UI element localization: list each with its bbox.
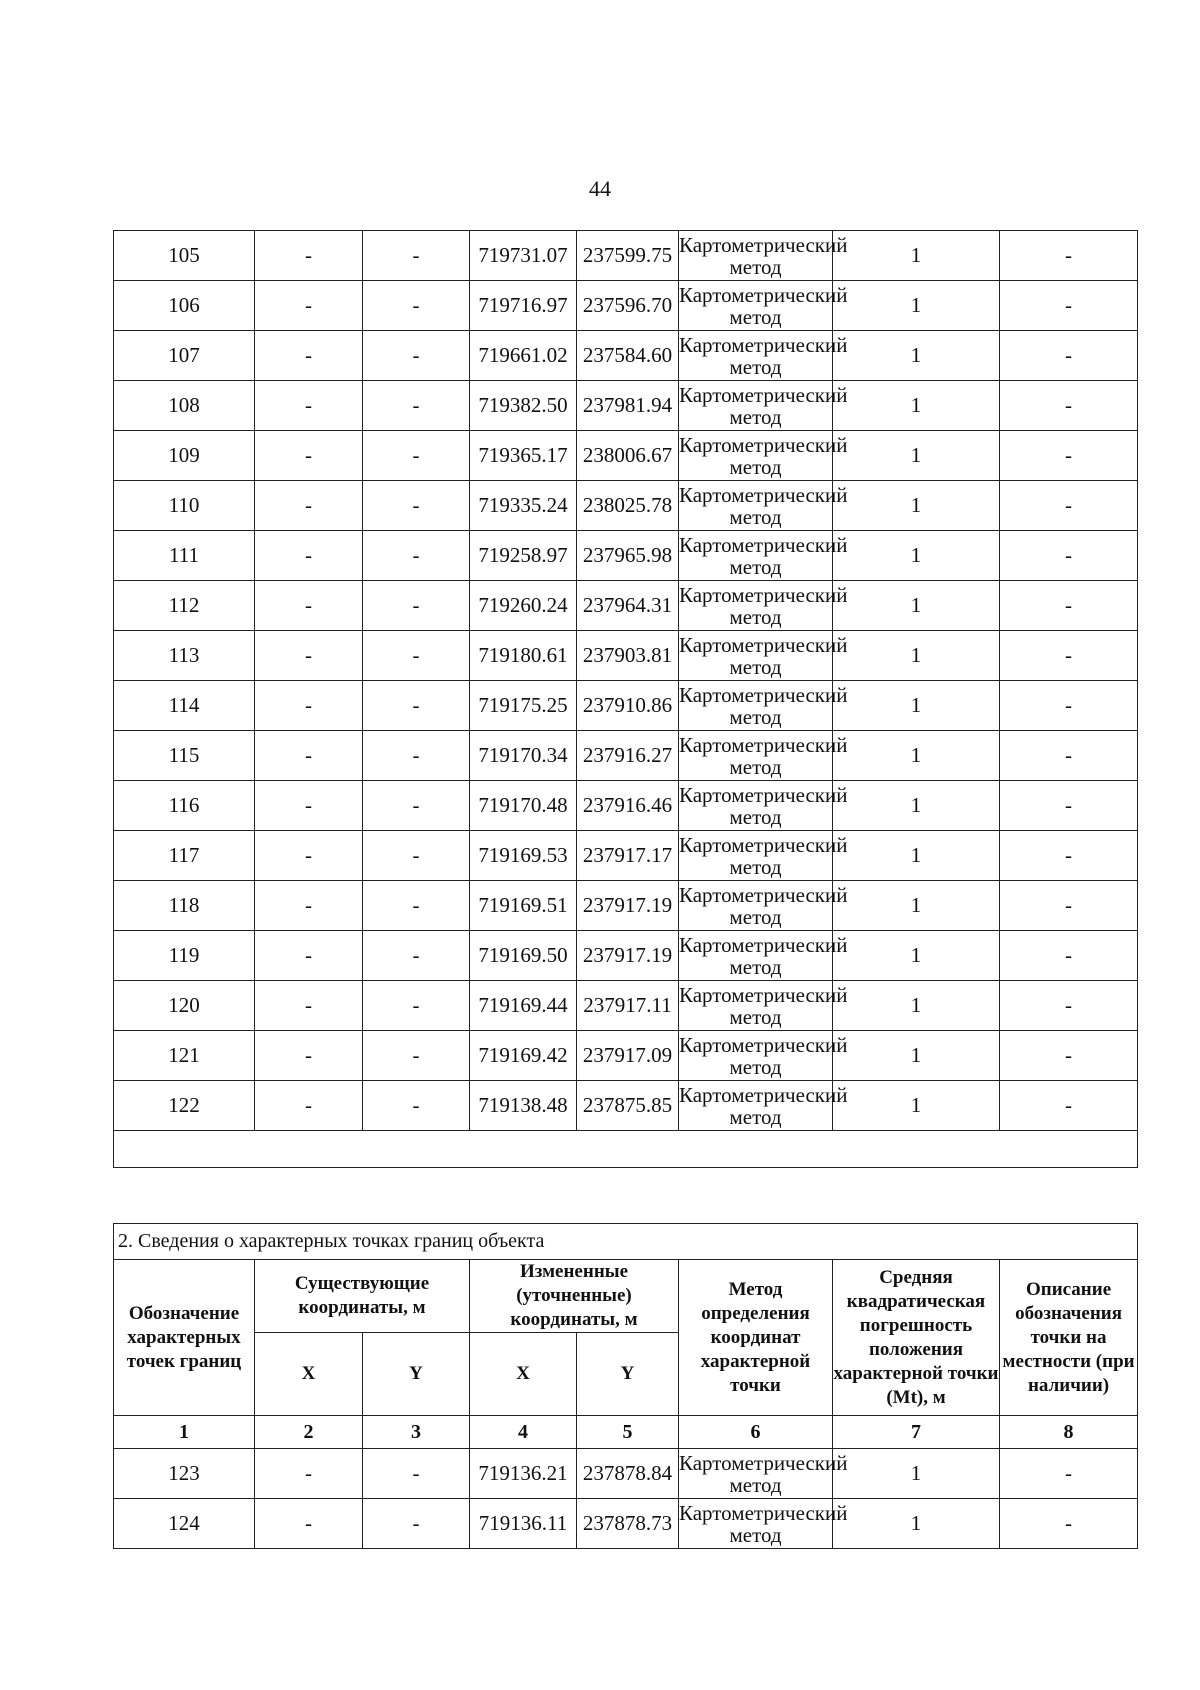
header-changed-coordinates: Измененные (уточненные) координаты, м	[470, 1260, 679, 1333]
cell-existing-y: -	[363, 781, 470, 831]
table-row	[114, 1449, 1138, 1499]
cell-changed-y: 237878.84	[577, 1449, 679, 1499]
cell-point-number: 108	[114, 381, 255, 431]
cell-existing-y: -	[363, 381, 470, 431]
section-2-caption: 2. Сведения о характерных точках границ объекта	[114, 1224, 1138, 1260]
cell-mean-error: 1	[833, 331, 1000, 381]
cell-changed-x: 719169.51	[470, 881, 577, 931]
cell-method: Картометрический метод	[679, 932, 848, 979]
header-existing-x: X	[255, 1333, 363, 1416]
cell-changed-y: 237981.94	[577, 381, 679, 431]
cell-point-number: 113	[114, 631, 255, 681]
cell-changed-x: 719335.24	[470, 481, 577, 531]
cell-existing-y: -	[363, 1031, 470, 1081]
cell-mean-error: 1	[833, 581, 1000, 631]
table-row	[114, 231, 1138, 281]
cell-description: -	[1000, 981, 1138, 1031]
cell-changed-y: 237916.46	[577, 781, 679, 831]
cell-description: -	[1000, 1031, 1138, 1081]
cell-existing-y: -	[363, 331, 470, 381]
cell-changed-x: 719716.97	[470, 281, 577, 331]
cell-point-number: 105	[114, 231, 255, 281]
cell-existing-x: -	[255, 331, 363, 381]
cell-point-number: 114	[114, 681, 255, 731]
column-number: 4	[470, 1416, 577, 1449]
table-row	[114, 381, 1138, 431]
cell-description: -	[1000, 281, 1138, 331]
cell-changed-x: 719382.50	[470, 381, 577, 431]
cell-existing-x: -	[255, 581, 363, 631]
cell-method: Картометрический метод	[679, 982, 848, 1029]
cell-existing-x: -	[255, 531, 363, 581]
cell-mean-error: 1	[833, 1499, 1000, 1549]
cell-mean-error: 1	[833, 1081, 1000, 1131]
cell-existing-y: -	[363, 981, 470, 1031]
cell-existing-y: -	[363, 531, 470, 581]
cell-existing-x: -	[255, 931, 363, 981]
cell-existing-x: -	[255, 281, 363, 331]
cell-point-number: 107	[114, 331, 255, 381]
cell-existing-y: -	[363, 631, 470, 681]
cell-point-number: 118	[114, 881, 255, 931]
header-existing-y: Y	[363, 1333, 470, 1416]
cell-changed-x: 719136.21	[470, 1449, 577, 1499]
cell-mean-error: 1	[833, 731, 1000, 781]
cell-point-number: 111	[114, 531, 255, 581]
cell-method: Картометрический метод	[679, 482, 848, 529]
cell-changed-y: 237916.27	[577, 731, 679, 781]
empty-row	[114, 1131, 1138, 1168]
cell-description: -	[1000, 481, 1138, 531]
cell-method: Картометрический метод	[679, 682, 848, 729]
cell-method: Картометрический метод	[679, 732, 848, 779]
cell-description: -	[1000, 581, 1138, 631]
column-number: 3	[363, 1416, 470, 1449]
cell-description: -	[1000, 231, 1138, 281]
cell-existing-y: -	[363, 1449, 470, 1499]
cell-method: Картометрический метод	[679, 1500, 848, 1547]
cell-changed-y: 238006.67	[577, 431, 679, 481]
cell-existing-x: -	[255, 881, 363, 931]
cell-existing-y: -	[363, 1081, 470, 1131]
cell-mean-error: 1	[833, 1031, 1000, 1081]
cell-method: Картометрический метод	[679, 832, 848, 879]
cell-changed-y: 237965.98	[577, 531, 679, 581]
cell-mean-error: 1	[833, 931, 1000, 981]
table-row	[114, 331, 1138, 381]
header-changed-y: Y	[577, 1333, 679, 1416]
cell-point-number: 116	[114, 781, 255, 831]
cell-existing-y: -	[363, 881, 470, 931]
header-method: Метод определения координат характерной точки	[679, 1260, 833, 1416]
cell-description: -	[1000, 1081, 1138, 1131]
cell-changed-x: 719138.48	[470, 1081, 577, 1131]
cell-changed-y: 237903.81	[577, 631, 679, 681]
cell-method: Картометрический метод	[679, 1450, 848, 1497]
cell-method: Картометрический метод	[679, 1082, 848, 1129]
table-row	[114, 881, 1138, 931]
cell-mean-error: 1	[833, 531, 1000, 581]
cell-existing-x: -	[255, 481, 363, 531]
cell-changed-x: 719169.42	[470, 1031, 577, 1081]
cell-mean-error: 1	[833, 381, 1000, 431]
cell-mean-error: 1	[833, 631, 1000, 681]
cell-changed-y: 237964.31	[577, 581, 679, 631]
table-row	[114, 481, 1138, 531]
cell-existing-x: -	[255, 1449, 363, 1499]
column-number: 6	[679, 1416, 833, 1449]
cell-existing-y: -	[363, 481, 470, 531]
header-description: Описание обозначения точки на местности (при наличии)	[1000, 1260, 1138, 1416]
cell-point-number: 123	[114, 1449, 255, 1499]
cell-method: Картометрический метод	[679, 282, 848, 329]
cell-existing-x: -	[255, 431, 363, 481]
cell-method: Картометрический метод	[679, 882, 848, 929]
cell-changed-y: 237875.85	[577, 1081, 679, 1131]
table-row	[114, 631, 1138, 681]
table-row	[114, 831, 1138, 881]
cell-changed-x: 719180.61	[470, 631, 577, 681]
cell-description: -	[1000, 531, 1138, 581]
cell-description: -	[1000, 681, 1138, 731]
cell-changed-x: 719661.02	[470, 331, 577, 381]
cell-point-number: 119	[114, 931, 255, 981]
table-row	[114, 781, 1138, 831]
table-row	[114, 1031, 1138, 1081]
cell-existing-y: -	[363, 931, 470, 981]
cell-point-number: 106	[114, 281, 255, 331]
cell-point-number: 122	[114, 1081, 255, 1131]
cell-changed-x: 719260.24	[470, 581, 577, 631]
cell-description: -	[1000, 1449, 1138, 1499]
cell-mean-error: 1	[833, 981, 1000, 1031]
cell-existing-y: -	[363, 581, 470, 631]
cell-point-number: 117	[114, 831, 255, 881]
header-mean-error: Средняя квадратическая погрешность положения характерной точки (Mt), м	[833, 1260, 1000, 1416]
header-changed-x: X	[470, 1333, 577, 1416]
cell-description: -	[1000, 931, 1138, 981]
cell-changed-y: 237917.19	[577, 881, 679, 931]
column-number: 8	[1000, 1416, 1138, 1449]
cell-existing-x: -	[255, 631, 363, 681]
cell-existing-y: -	[363, 681, 470, 731]
cell-mean-error: 1	[833, 681, 1000, 731]
column-number: 2	[255, 1416, 363, 1449]
cell-method: Картометрический метод	[679, 782, 848, 829]
cell-existing-y: -	[363, 1499, 470, 1549]
cell-point-number: 115	[114, 731, 255, 781]
table-row	[114, 531, 1138, 581]
cell-changed-y: 237584.60	[577, 331, 679, 381]
cell-method: Картометрический метод	[679, 532, 848, 579]
cell-changed-y: 238025.78	[577, 481, 679, 531]
cell-existing-x: -	[255, 381, 363, 431]
section-2-table	[113, 1223, 1138, 1549]
cell-existing-x: -	[255, 831, 363, 881]
cell-point-number: 112	[114, 581, 255, 631]
cell-method: Картометрический метод	[679, 582, 848, 629]
cell-existing-x: -	[255, 231, 363, 281]
table-row	[114, 581, 1138, 631]
table-row	[114, 681, 1138, 731]
table-row	[114, 1081, 1138, 1131]
table-row	[114, 281, 1138, 331]
cell-method: Картометрический метод	[679, 632, 848, 679]
cell-mean-error: 1	[833, 281, 1000, 331]
cell-existing-y: -	[363, 731, 470, 781]
cell-mean-error: 1	[833, 481, 1000, 531]
cell-point-number: 110	[114, 481, 255, 531]
cell-description: -	[1000, 331, 1138, 381]
cell-changed-y: 237596.70	[577, 281, 679, 331]
cell-point-number: 109	[114, 431, 255, 481]
cell-point-number: 121	[114, 1031, 255, 1081]
cell-existing-x: -	[255, 781, 363, 831]
cell-existing-x: -	[255, 1031, 363, 1081]
cell-method: Картометрический метод	[679, 332, 848, 379]
cell-existing-y: -	[363, 281, 470, 331]
cell-existing-y: -	[363, 431, 470, 481]
table-row	[114, 731, 1138, 781]
cell-existing-x: -	[255, 731, 363, 781]
cell-existing-x: -	[255, 981, 363, 1031]
table-row	[114, 1499, 1138, 1549]
cell-changed-x: 719170.48	[470, 781, 577, 831]
cell-mean-error: 1	[833, 431, 1000, 481]
cell-existing-y: -	[363, 831, 470, 881]
header-designation: Обозначение характерных точек границ	[114, 1260, 255, 1416]
cell-description: -	[1000, 731, 1138, 781]
empty-cell	[114, 1131, 1138, 1168]
cell-changed-x: 719169.50	[470, 931, 577, 981]
cell-mean-error: 1	[833, 831, 1000, 881]
cell-description: -	[1000, 381, 1138, 431]
cell-method: Картометрический метод	[679, 232, 848, 279]
cell-changed-x: 719365.17	[470, 431, 577, 481]
page-number: 44	[589, 176, 611, 201]
column-number: 1	[114, 1416, 255, 1449]
column-number: 5	[577, 1416, 679, 1449]
cell-method: Картометрический метод	[679, 1032, 848, 1079]
cell-method: Картометрический метод	[679, 432, 848, 479]
cell-changed-x: 719170.34	[470, 731, 577, 781]
cell-description: -	[1000, 1499, 1138, 1549]
cell-point-number: 124	[114, 1499, 255, 1549]
cell-point-number: 120	[114, 981, 255, 1031]
cell-description: -	[1000, 781, 1138, 831]
table-row	[114, 931, 1138, 981]
cell-mean-error: 1	[833, 231, 1000, 281]
cell-changed-x: 719731.07	[470, 231, 577, 281]
cell-changed-x: 719136.11	[470, 1499, 577, 1549]
cell-changed-x: 719169.44	[470, 981, 577, 1031]
cell-changed-y: 237917.19	[577, 931, 679, 981]
cell-description: -	[1000, 631, 1138, 681]
column-number: 7	[833, 1416, 1000, 1449]
cell-existing-x: -	[255, 1081, 363, 1131]
cell-changed-y: 237917.09	[577, 1031, 679, 1081]
cell-description: -	[1000, 831, 1138, 881]
cell-changed-y: 237917.11	[577, 981, 679, 1031]
cell-existing-x: -	[255, 1499, 363, 1549]
cell-method: Картометрический метод	[679, 382, 848, 429]
header-existing-coordinates: Существующие координаты, м	[255, 1260, 470, 1333]
cell-changed-x: 719169.53	[470, 831, 577, 881]
cell-mean-error: 1	[833, 781, 1000, 831]
cell-changed-x: 719258.97	[470, 531, 577, 581]
cell-description: -	[1000, 881, 1138, 931]
cell-mean-error: 1	[833, 1449, 1000, 1499]
cell-changed-y: 237878.73	[577, 1499, 679, 1549]
cell-changed-x: 719175.25	[470, 681, 577, 731]
cell-existing-x: -	[255, 681, 363, 731]
table-row	[114, 431, 1138, 481]
table-row	[114, 981, 1138, 1031]
cell-mean-error: 1	[833, 881, 1000, 931]
coordinates-table-continued	[113, 230, 1138, 1168]
cell-description: -	[1000, 431, 1138, 481]
cell-existing-y: -	[363, 231, 470, 281]
cell-changed-y: 237599.75	[577, 231, 679, 281]
cell-changed-y: 237917.17	[577, 831, 679, 881]
cell-changed-y: 237910.86	[577, 681, 679, 731]
